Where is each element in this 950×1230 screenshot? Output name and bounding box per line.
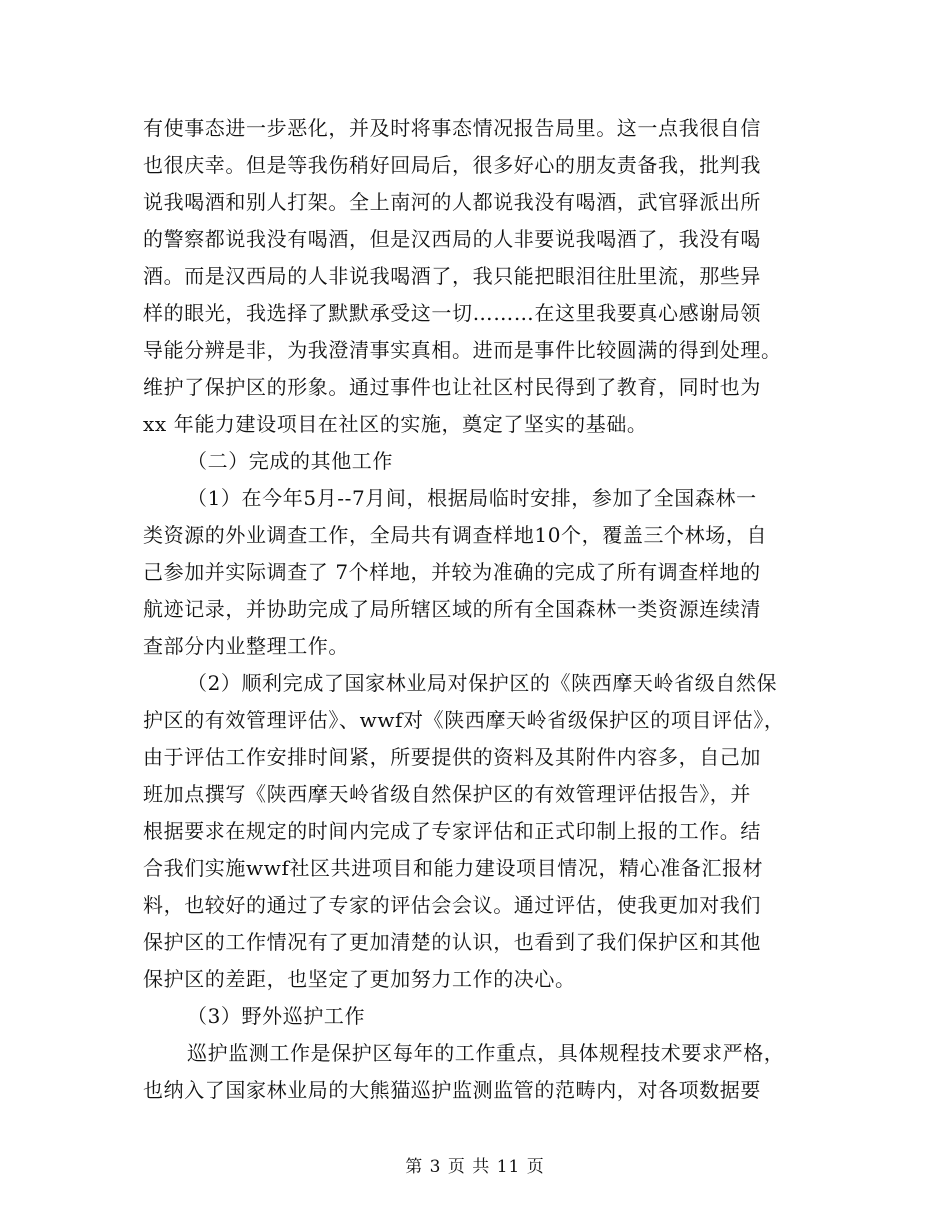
text-line: 料，也较好的通过了专家的评估会会议。通过评估，使我更加对我们	[143, 893, 761, 917]
text-line: （1）在今年5月--7月间，根据局临时安排，参加了全国森林一	[187, 486, 757, 510]
text-line: 巡护监测工作是保护区每年的工作重点，具体规程技术要求严格，	[187, 1041, 785, 1065]
text-line: 保护区的差距，也坚定了更加努力工作的决心。	[143, 967, 576, 991]
text-line: 查部分内业整理工作。	[143, 634, 349, 658]
text-line: 有使事态进一步恶化，并及时将事态情况报告局里。这一点我很自信	[143, 116, 761, 140]
text-line: 的警察都说我没有喝酒，但是汉西局的人非要说我喝酒了，我没有喝	[143, 227, 761, 251]
text-line: 类资源的外业调查工作，全局共有调查样地10个，覆盖三个林场，自	[143, 523, 768, 547]
text-line: 导能分辨是非，为我澄清事实真相。进而是事件比较圆满的得到处理。	[143, 338, 782, 362]
text-line: 护区的有效管理评估》、wwf对《陕西摩天岭省级保护区的项目评估》，	[143, 708, 785, 732]
text-line: 由于评估工作安排时间紧，所要提供的资料及其附件内容多，自己加	[143, 745, 761, 769]
text-line: （2）顺利完成了国家林业局对保护区的《陕西摩天岭省级自然保	[187, 671, 778, 695]
section-heading: （二）完成的其他工作	[187, 449, 393, 473]
text-line: 保护区的工作情况有了更加清楚的认识，也看到了我们保护区和其他	[143, 930, 761, 954]
text-line: 也纳入了国家林业局的大熊猫巡护监测监管的范畴内，对各项数据要	[143, 1078, 761, 1102]
text-line: 维护了保护区的形象。通过事件也让社区村民得到了教育，同时也为	[143, 375, 761, 399]
text-line: xx 年能力建设项目在社区的实施，奠定了坚实的基础。	[143, 412, 648, 436]
text-line: 酒。而是汉西局的人非说我喝酒了，我只能把眼泪往肚里流，那些异	[143, 264, 761, 288]
text-line: 合我们实施wwf社区共进项目和能力建设项目情况，精心准备汇报材	[143, 856, 764, 880]
page-footer: 第 3 页 共 11 页	[405, 1157, 545, 1177]
text-line: 根据要求在规定的时间内完成了专家评估和正式印制上报的工作。结	[143, 819, 761, 843]
text-line: 说我喝酒和别人打架。全上南河的人都说我没有喝酒，武官驿派出所	[143, 190, 761, 214]
text-line: 航迹记录，并协助完成了局所辖区域的所有全国森林一类资源连续清	[143, 597, 761, 621]
text-line: 班加点撰写《陕西摩天岭省级自然保护区的有效管理评估报告》，并	[143, 782, 751, 806]
text-line: 也很庆幸。但是等我伤稍好回局后，很多好心的朋友责备我，批判我	[143, 153, 761, 177]
text-line: 己参加并实际调查了 7个样地，并较为准确的完成了所有调查样地的	[143, 560, 761, 584]
text-line: 样的眼光，我选择了默默承受这一切………在这里我要真心感谢局领	[143, 301, 761, 325]
section-heading: （3）野外巡护工作	[187, 1004, 366, 1028]
